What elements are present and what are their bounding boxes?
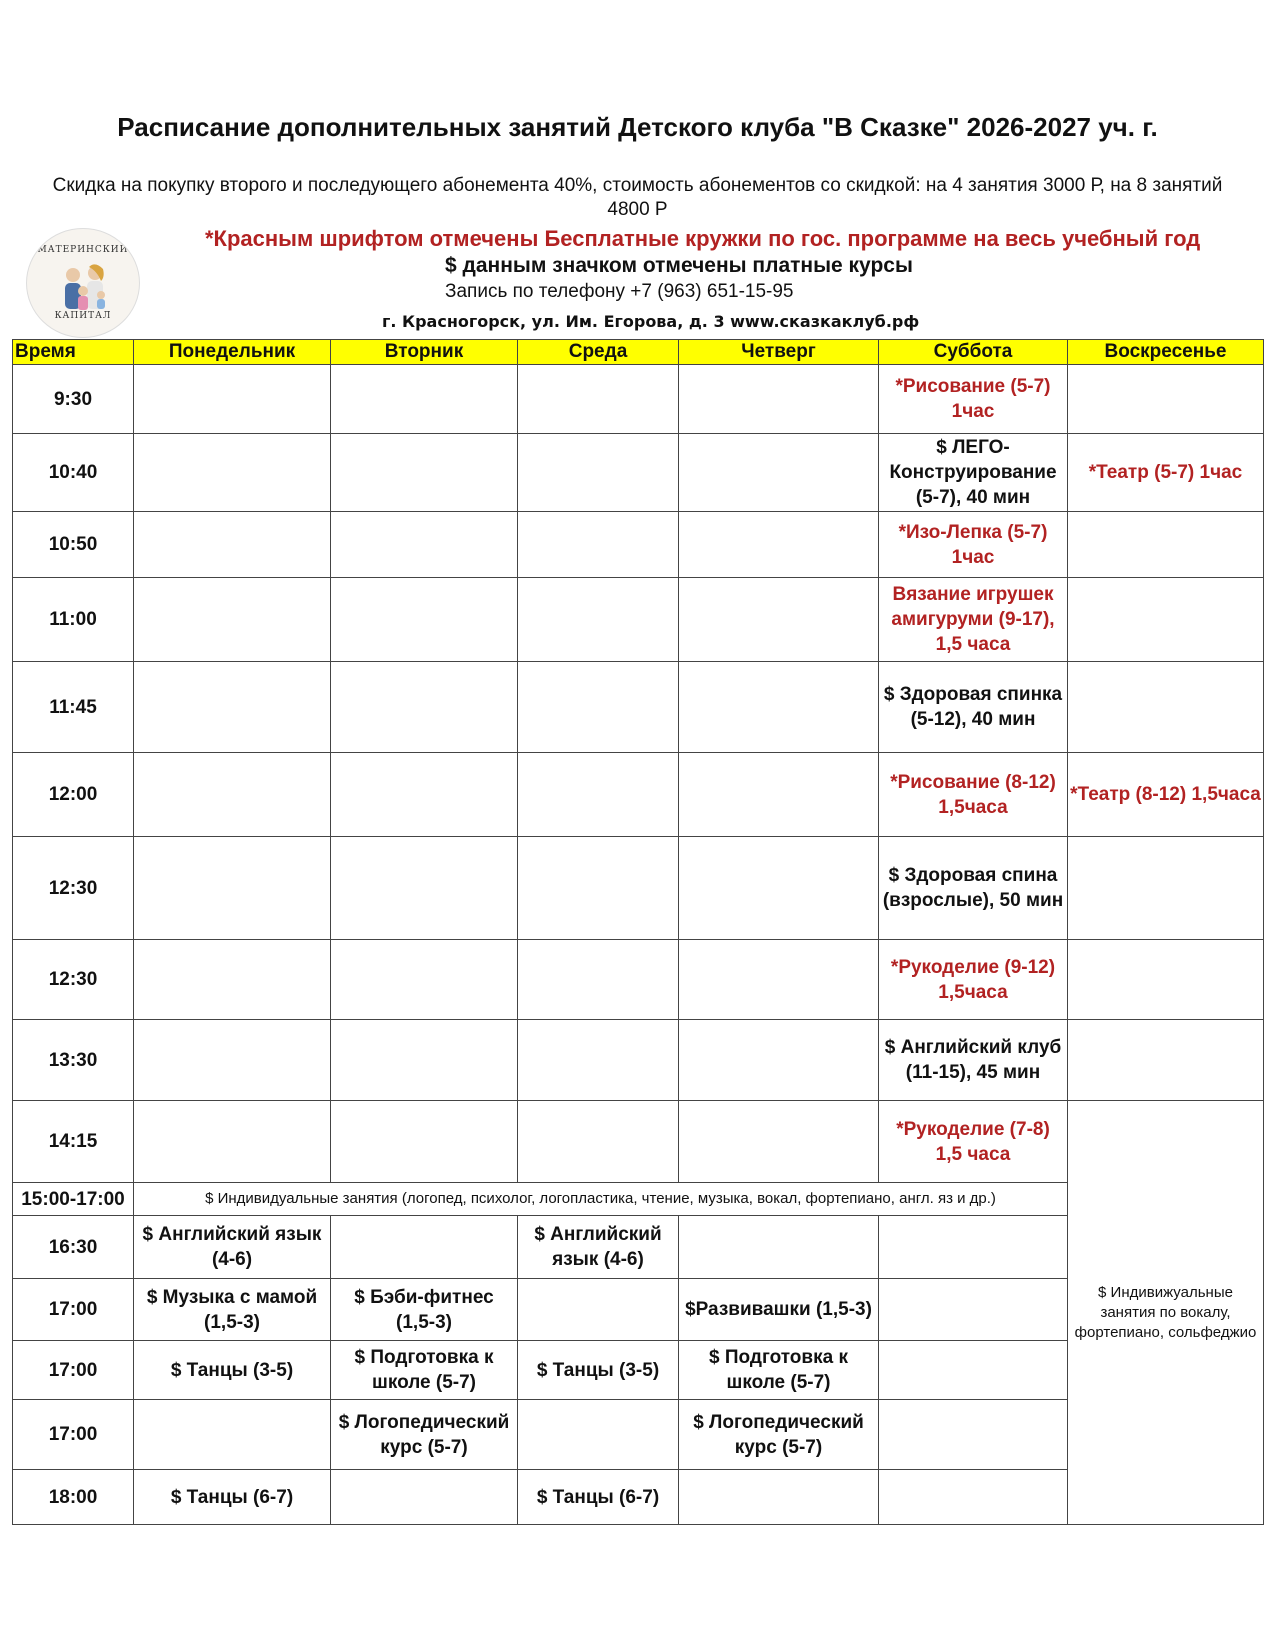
empty-cell [134,434,331,512]
class-cell-tuesday: $ Подготовка к школе (5-7) [331,1341,518,1400]
empty-cell [679,940,879,1020]
empty-cell [134,578,331,662]
empty-cell [518,365,679,434]
class-cell-tuesday: $ Логопедический курс (5-7) [331,1400,518,1470]
empty-cell [134,753,331,837]
empty-cell [679,837,879,940]
class-cell-saturday: *Рисование (8-12) 1,5часа [879,753,1068,837]
time-cell: 13:30 [13,1020,134,1101]
class-cell-wednesday: $ Английский язык (4-6) [518,1216,679,1279]
col-header-saturday: Суббота [879,340,1068,365]
class-cell-sunday: *Театр (5-7) 1час [1068,434,1264,512]
empty-cell [331,578,518,662]
table-row [13,578,1264,662]
empty-cell [1068,578,1264,662]
empty-cell [1068,365,1264,434]
empty-cell [331,837,518,940]
empty-cell [679,1020,879,1101]
empty-cell [518,940,679,1020]
class-cell-saturday: *Рукоделие (7-8) 1,5 часа [879,1101,1068,1183]
empty-cell [679,1216,879,1279]
empty-cell [879,1216,1068,1279]
class-cell-monday: $ Танцы (6-7) [134,1470,331,1525]
time-cell: 15:00-17:00 [13,1183,134,1216]
col-header-sunday: Воскресенье [1068,340,1264,365]
empty-cell [679,1470,879,1525]
empty-cell [518,512,679,578]
time-cell: 12:30 [13,837,134,940]
table-row [13,662,1264,753]
time-cell: 12:00 [13,753,134,837]
class-cell-sunday: *Театр (8-12) 1,5часа [1068,753,1264,837]
empty-cell [134,512,331,578]
class-cell-saturday: $ Здоровая спинка (5-12), 40 мин [879,662,1068,753]
time-cell: 17:00 [13,1341,134,1400]
class-cell-thursday: $ Подготовка к школе (5-7) [679,1341,879,1400]
empty-cell [879,1341,1068,1400]
table-row [13,365,1264,434]
class-cell-saturday: *Рукоделие (9-12) 1,5часа [879,940,1068,1020]
individual-lessons-row: $ Индивидуальные занятия (логопед, психолог, логопластика, чтение, музыка, вокал, фортепиано, англ. яз и др.) [134,1183,1068,1216]
empty-cell [331,434,518,512]
class-cell-monday: $ Английский язык (4-6) [134,1216,331,1279]
class-cell-saturday: *Изо-Лепка (5-7) 1час [879,512,1068,578]
empty-cell [1068,512,1264,578]
empty-cell [1068,1020,1264,1101]
empty-cell [879,1400,1068,1470]
class-cell-monday: $ Танцы (3-5) [134,1341,331,1400]
empty-cell [879,1279,1068,1341]
time-cell: 10:50 [13,512,134,578]
paid-courses-note: $ данным значком отмечены платные курсы [445,254,913,277]
empty-cell [518,578,679,662]
maternity-capital-logo [26,228,140,338]
empty-cell [331,1101,518,1183]
table-row [13,512,1264,578]
time-cell: 9:30 [13,365,134,434]
sunday-individual-block: $ Индивижуальные занятия по вокалу, фортепиано, сольфеджио [1068,1101,1264,1525]
class-cell-saturday: $ Здоровая спина (взрослые), 50 мин [879,837,1068,940]
empty-cell [679,365,879,434]
time-cell: 11:45 [13,662,134,753]
class-cell-wednesday: $ Танцы (3-5) [518,1341,679,1400]
empty-cell [679,512,879,578]
empty-cell [134,662,331,753]
table-row [13,940,1264,1020]
col-header-wednesday: Среда [518,340,679,365]
table-row [13,434,1264,512]
col-header-tuesday: Вторник [331,340,518,365]
col-header-time: Время [13,340,134,365]
class-cell-saturday: *Рисование (5-7) 1час [879,365,1068,434]
empty-cell [1068,662,1264,753]
table-row [13,753,1264,837]
empty-cell [518,662,679,753]
empty-cell [1068,837,1264,940]
discount-note: Скидка на покупку второго и последующего абонемента 40%, стоимость абонементов со скидкой: на 4 занятия 3000 Р, на 8 занятий 4800 Р [52,175,1223,220]
empty-cell [679,578,879,662]
empty-cell [331,1020,518,1101]
phone-contact: Запись по телефону +7 (963) 651-15-95 [445,281,794,302]
table-row [13,1101,1264,1183]
empty-cell [134,837,331,940]
empty-cell [679,1101,879,1183]
logo-top-text: МАТЕРИНСКИЙ [37,245,129,255]
class-cell-saturday: $ ЛЕГО-Конструирование (5-7), 40 мин [879,434,1068,512]
class-cell-saturday: $ Английский клуб (11-15), 45 мин [879,1020,1068,1101]
empty-cell [331,512,518,578]
header-row [13,340,1264,365]
empty-cell [331,1470,518,1525]
time-cell: 11:00 [13,578,134,662]
empty-cell [331,365,518,434]
table-row [13,837,1264,940]
class-cell-wednesday: $ Танцы (6-7) [518,1470,679,1525]
empty-cell [518,837,679,940]
table-row [13,1020,1264,1101]
empty-cell [518,1101,679,1183]
empty-cell [879,1470,1068,1525]
time-cell: 10:40 [13,434,134,512]
empty-cell [134,940,331,1020]
schedule-table [12,339,1264,1525]
club-address: г. Красногорск, ул. Им. Егорова, д. 3 www.сказкаклуб.рф [382,312,920,331]
class-cell-thursday: $Развивашки (1,5-3) [679,1279,879,1341]
empty-cell [331,753,518,837]
empty-cell [134,1020,331,1101]
empty-cell [679,662,879,753]
empty-cell [1068,940,1264,1020]
class-cell-thursday: $ Логопедический курс (5-7) [679,1400,879,1470]
empty-cell [518,1400,679,1470]
col-header-thursday: Четверг [679,340,879,365]
class-cell-tuesday: $ Бэби-фитнес (1,5-3) [331,1279,518,1341]
empty-cell [518,753,679,837]
empty-cell [518,1279,679,1341]
time-cell: 18:00 [13,1470,134,1525]
time-cell: 14:15 [13,1101,134,1183]
empty-cell [134,365,331,434]
empty-cell [331,662,518,753]
empty-cell [134,1101,331,1183]
empty-cell [331,940,518,1020]
empty-cell [518,1020,679,1101]
empty-cell [679,434,879,512]
logo-bottom-text: КАПИТАЛ [54,311,112,321]
class-cell-monday: $ Музыка с мамой (1,5-3) [134,1279,331,1341]
time-cell: 12:30 [13,940,134,1020]
empty-cell [679,753,879,837]
empty-cell [134,1400,331,1470]
empty-cell [518,434,679,512]
time-cell: 17:00 [13,1400,134,1470]
free-courses-note: *Красным шрифтом отмечены Бесплатные кружки по гос. программе на весь учебный год [205,226,1201,251]
time-cell: 17:00 [13,1279,134,1341]
class-cell-saturday: Вязание игрушек амигуруми (9-17), 1,5 часа [879,578,1068,662]
empty-cell [331,1216,518,1279]
page-title: Расписание дополнительных занятий Детского клуба "В Сказке" 2026-2027 уч. г. [117,112,1158,142]
time-cell: 16:30 [13,1216,134,1279]
col-header-monday: Понедельник [134,340,331,365]
